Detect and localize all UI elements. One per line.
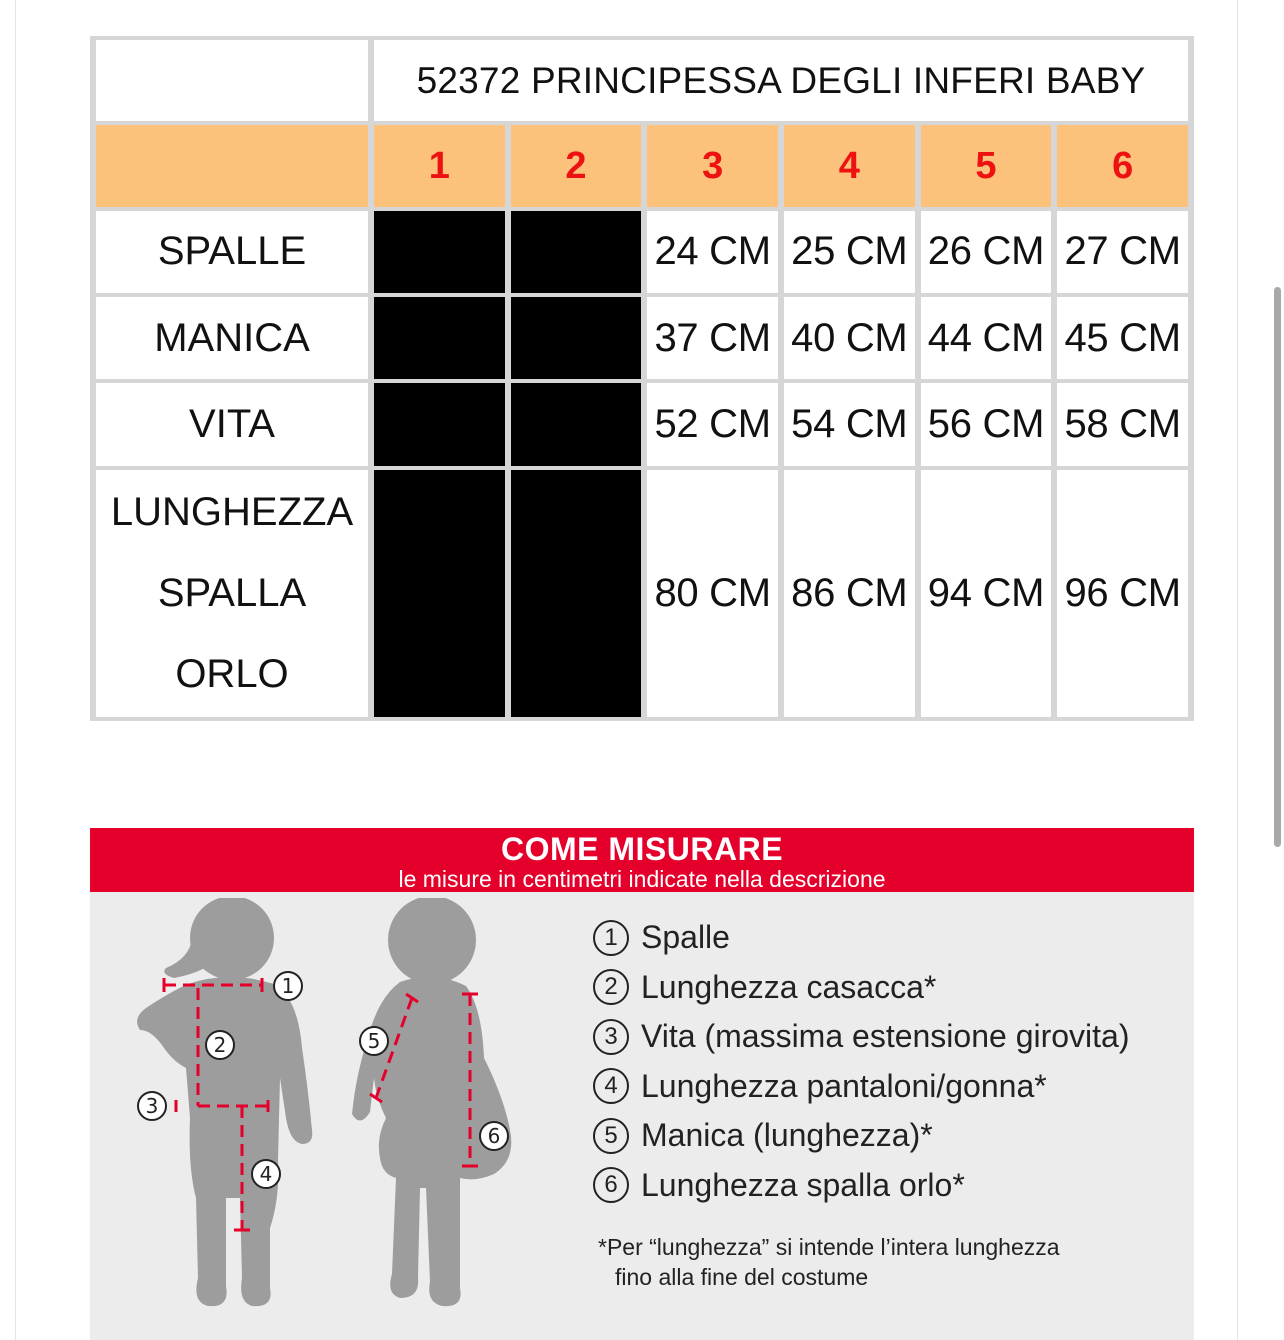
size-header-4: 4 xyxy=(784,125,915,206)
figure-marker-1: 1 xyxy=(281,974,295,998)
unavailable-cell xyxy=(511,470,642,717)
title-row xyxy=(96,40,1188,121)
size-header-row xyxy=(96,125,1188,206)
measure-cell: 26 CM xyxy=(921,211,1052,293)
legend-label: Lunghezza spalla orlo* xyxy=(641,1166,965,1203)
measurement-legend xyxy=(593,913,1130,1210)
table-row xyxy=(96,383,1188,465)
measure-cell: 27 CM xyxy=(1057,211,1188,293)
legend-item xyxy=(593,913,1130,963)
size-header-blank xyxy=(96,125,368,206)
figure-marker-5: 5 xyxy=(367,1029,381,1053)
unavailable-cell xyxy=(374,470,505,717)
measure-cell: 40 CM xyxy=(784,297,915,379)
row-label-vita: VITA xyxy=(96,383,368,465)
measure-cell: 44 CM xyxy=(921,297,1052,379)
size-header-2: 2 xyxy=(511,125,642,206)
size-header-3: 3 xyxy=(647,125,778,206)
legend-number: 2 xyxy=(593,969,629,1005)
measure-cell: 37 CM xyxy=(647,297,778,379)
unavailable-cell xyxy=(374,297,505,379)
legend-number: 3 xyxy=(593,1019,629,1055)
side-child-silhouette xyxy=(352,898,511,1306)
measure-cell: 56 CM xyxy=(921,383,1052,465)
measure-cell: 94 CM xyxy=(921,470,1052,717)
measure-cell: 24 CM xyxy=(647,211,778,293)
legend-number: 1 xyxy=(593,920,629,956)
size-header-6: 6 xyxy=(1057,125,1188,206)
measure-cell: 25 CM xyxy=(784,211,915,293)
guide-title: COME MISURARE xyxy=(500,831,784,867)
unavailable-cell xyxy=(511,383,642,465)
page-right-rule xyxy=(1237,0,1238,1340)
page-left-rule xyxy=(15,0,16,1340)
row-label-line: SPALLA xyxy=(157,570,307,615)
scrollbar-thumb[interactable] xyxy=(1274,287,1281,847)
note-line-1: *Per “lunghezza” si intende l’intera lunghezza xyxy=(598,1234,1060,1260)
unavailable-cell xyxy=(511,297,642,379)
table-row xyxy=(96,470,1188,717)
row-label-lunghezza-spalla-orlo xyxy=(96,470,368,717)
measure-cell: 96 CM xyxy=(1057,470,1188,717)
measure-cell: 45 CM xyxy=(1057,297,1188,379)
size-chart-table xyxy=(90,36,1194,721)
legend-item xyxy=(593,1111,1130,1161)
legend-label: Vita (massima estensione girovita) xyxy=(641,1018,1130,1055)
measure-cell: 86 CM xyxy=(784,470,915,717)
table-row xyxy=(96,297,1188,379)
length-note xyxy=(598,1232,1060,1292)
legend-label: Lunghezza casacca* xyxy=(641,968,937,1005)
measure-cell: 80 CM xyxy=(647,470,778,717)
unavailable-cell xyxy=(511,211,642,293)
legend-label: Lunghezza pantaloni/gonna* xyxy=(641,1067,1047,1104)
note-line-2: fino alla fine del costume xyxy=(615,1264,869,1290)
measurement-guide xyxy=(90,828,1194,1340)
measure-cell: 54 CM xyxy=(784,383,915,465)
row-label-spalle: SPALLE xyxy=(96,211,368,293)
legend-number: 5 xyxy=(593,1118,629,1154)
legend-number: 6 xyxy=(593,1167,629,1203)
scrollbar[interactable] xyxy=(1270,0,1284,1340)
guide-subtitle: le misure in centimetri indicate nella descrizione xyxy=(398,866,886,892)
legend-item xyxy=(593,1161,1130,1211)
product-title: 52372 PRINCIPESSA DEGLI INFERI BABY xyxy=(374,40,1188,121)
figure-marker-4: 4 xyxy=(259,1162,273,1186)
figure-marker-6: 6 xyxy=(487,1124,501,1148)
legend-item xyxy=(593,1062,1130,1112)
figure-marker-2: 2 xyxy=(213,1033,227,1057)
unavailable-cell xyxy=(374,383,505,465)
legend-number: 4 xyxy=(593,1068,629,1104)
table-corner-cell xyxy=(96,40,368,121)
legend-label: Spalle xyxy=(641,919,730,956)
figure-marker-3: 3 xyxy=(145,1094,159,1118)
row-label-line: LUNGHEZZA xyxy=(110,489,354,534)
legend-label: Manica (lunghezza)* xyxy=(641,1117,933,1154)
legend-item xyxy=(593,963,1130,1013)
measure-cell: 58 CM xyxy=(1057,383,1188,465)
table-row xyxy=(96,211,1188,293)
measure-cell: 52 CM xyxy=(647,383,778,465)
size-header-1: 1 xyxy=(374,125,505,206)
size-header-5: 5 xyxy=(921,125,1052,206)
guide-banner xyxy=(90,828,1194,892)
child-figures-illustration xyxy=(130,898,600,1338)
legend-item xyxy=(593,1012,1130,1062)
row-label-line: ORLO xyxy=(175,651,289,696)
unavailable-cell xyxy=(374,211,505,293)
row-label-manica: MANICA xyxy=(96,297,368,379)
